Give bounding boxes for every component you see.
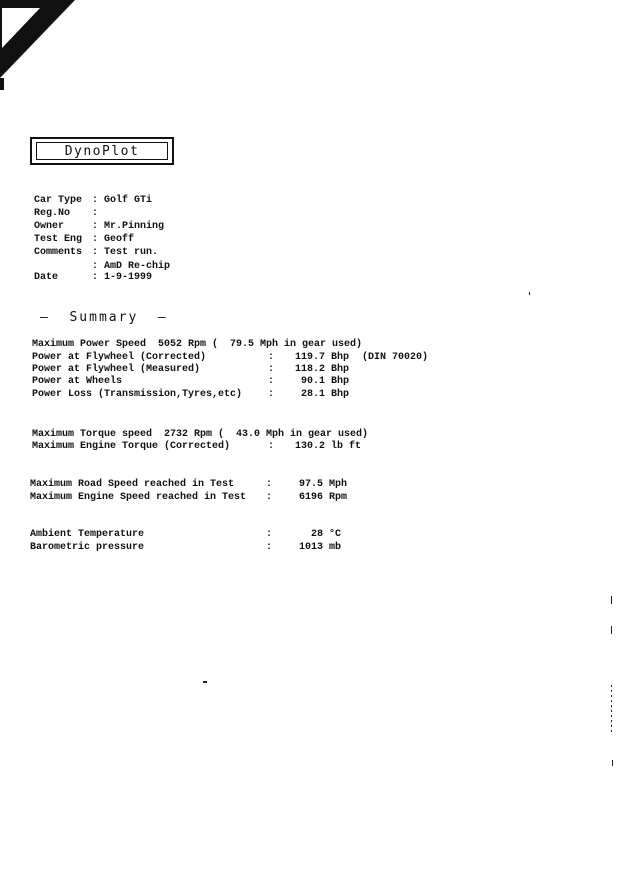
info-label-car-type: Car Type xyxy=(34,195,83,206)
ambient-value: 28 °C xyxy=(311,529,342,540)
speed-label: Maximum Road Speed reached in Test xyxy=(30,479,235,490)
scan-corner-artifact xyxy=(0,0,90,90)
info-colon: : xyxy=(92,234,99,245)
info-colon: : xyxy=(92,221,99,232)
info-value-date: 1-9-1999 xyxy=(104,272,153,283)
speed-colon: : xyxy=(266,479,273,490)
info-colon: : xyxy=(92,247,99,258)
summary-heading: – Summary – xyxy=(40,310,168,325)
info-value-test-eng: Geoff xyxy=(104,234,135,245)
ambient-colon: : xyxy=(266,529,273,540)
scan-speck xyxy=(611,626,612,634)
summary-heading-text: Summary xyxy=(69,310,139,325)
scan-speck xyxy=(203,681,207,683)
scan-speck xyxy=(612,760,613,766)
power-value: 119.7 Bhp xyxy=(295,352,350,363)
info-value-comments-cont: AmD Re-chip xyxy=(104,261,171,272)
info-label-comments: Comments xyxy=(34,247,83,258)
power-colon: : xyxy=(268,352,275,363)
info-colon: : xyxy=(92,208,99,219)
power-standard-note: (DIN 70020) xyxy=(362,352,429,363)
info-label-owner: Owner xyxy=(34,221,65,232)
dynoplot-logo-text: DynoPlot xyxy=(36,142,168,160)
scan-speck xyxy=(611,596,612,604)
scan-speck xyxy=(529,292,530,295)
info-label-test-eng: Test Eng xyxy=(34,234,83,245)
power-value: 118.2 Bhp xyxy=(295,364,350,375)
torque-value: 130.2 lb ft xyxy=(295,441,362,452)
ambient-label: Barometric pressure xyxy=(30,542,145,553)
ambient-value: 1013 mb xyxy=(299,542,342,553)
power-colon: : xyxy=(268,376,275,387)
max-power-speed: Maximum Power Speed 5052 Rpm ( 79.5 Mph in gear used) xyxy=(32,339,363,350)
dynoplot-logo xyxy=(30,137,174,165)
power-label: Power at Flywheel (Measured) xyxy=(32,364,201,375)
info-value-car-type: Golf GTi xyxy=(104,195,153,206)
speed-value: 6196 Rpm xyxy=(299,492,348,503)
speed-colon: : xyxy=(266,492,273,503)
power-value: 28.1 Bhp xyxy=(301,389,350,400)
scan-edge-artifact xyxy=(611,685,612,735)
max-torque-speed: Maximum Torque speed 2732 Rpm ( 43.0 Mph in gear used) xyxy=(32,429,369,440)
info-colon: : xyxy=(92,261,99,272)
speed-value: 97.5 Mph xyxy=(299,479,348,490)
power-label: Power Loss (Transmission,Tyres,etc) xyxy=(32,389,243,400)
speed-label: Maximum Engine Speed reached in Test xyxy=(30,492,247,503)
info-colon: : xyxy=(92,195,99,206)
power-label: Power at Wheels xyxy=(32,376,123,387)
power-colon: : xyxy=(268,389,275,400)
torque-colon: : xyxy=(268,441,275,452)
info-label-date: Date xyxy=(34,272,59,283)
info-value-owner: Mr.Pinning xyxy=(104,221,165,232)
info-label-reg-no: Reg.No xyxy=(34,208,71,219)
power-label: Power at Flywheel (Corrected) xyxy=(32,352,207,363)
info-colon: : xyxy=(92,272,99,283)
torque-label: Maximum Engine Torque (Corrected) xyxy=(32,441,231,452)
power-colon: : xyxy=(268,364,275,375)
power-value: 90.1 Bhp xyxy=(301,376,350,387)
ambient-label: Ambient Temperature xyxy=(30,529,145,540)
ambient-colon: : xyxy=(266,542,273,553)
info-value-comments: Test run. xyxy=(104,247,159,258)
